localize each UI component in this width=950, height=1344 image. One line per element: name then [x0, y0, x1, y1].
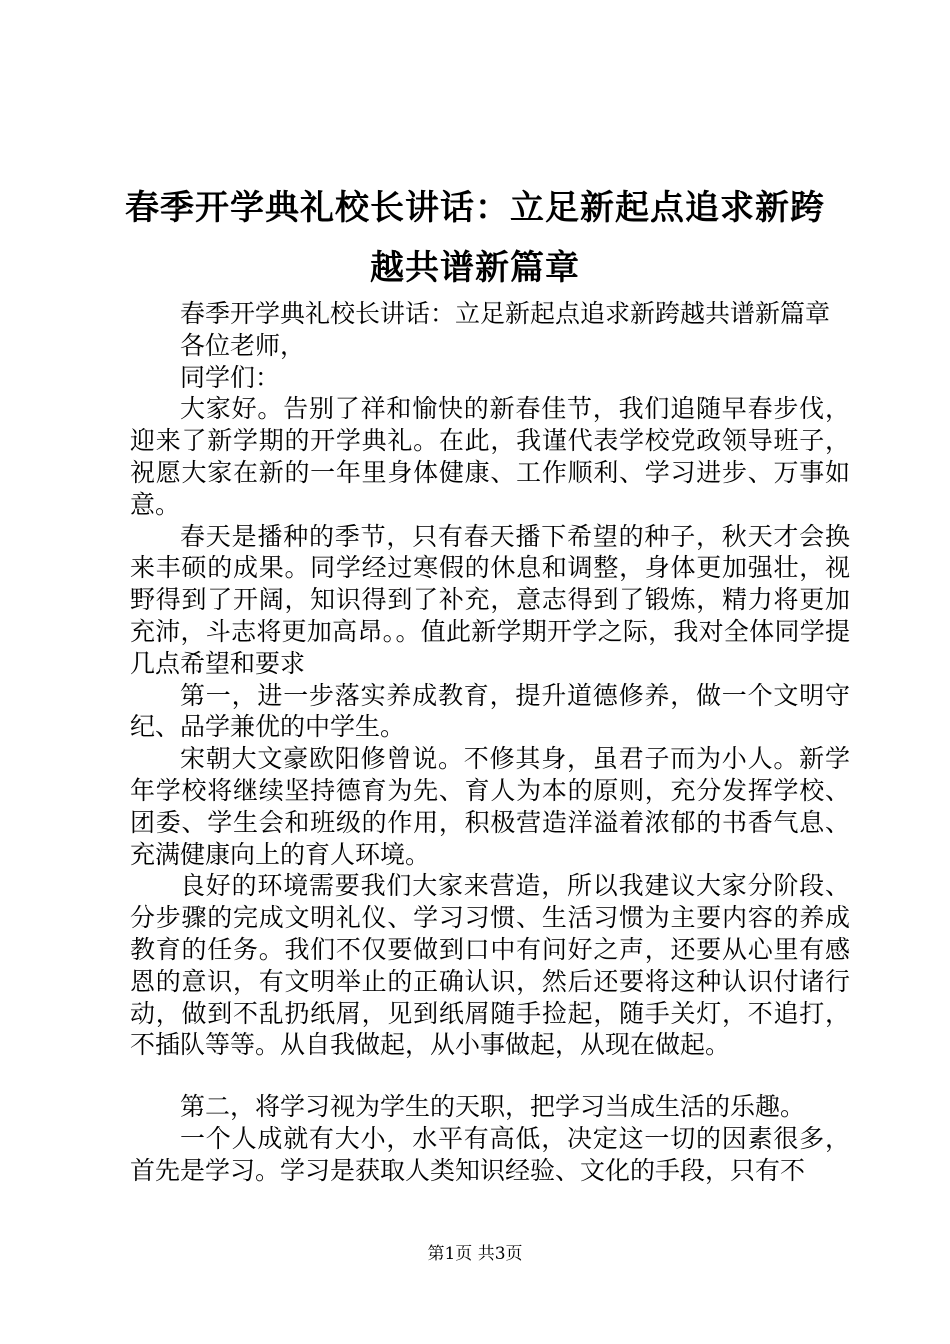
paragraph-spring: 春天是播种的季节，只有春天播下希望的种子，秋天才会换来丰硕的成果。同学经过寒假的休息和调整，身体更加强壮，视野得到了开阔，知识得到了补充，意志得到了锻炼，精力将更加充沛，斗志将更加高昂。。值此新学期开学之际，我对全体同学提几点希望和要求 — [130, 521, 850, 678]
paragraph-greeting-teachers: 各位老师， — [180, 330, 306, 360]
document-body — [130, 298, 850, 1187]
paragraph-subtitle: 春季开学典礼校长讲话：立足新起点追求新跨越共谱新篇章 — [180, 299, 831, 328]
paragraph-environment: 良好的环境需要我们大家来营造，所以我建议大家分阶段、分步骤的完成文明礼仪、学习习惯、生活习惯为主要内容的养成教育的任务。我们不仅要做到口中有问好之声，还要从心里有感恩的意识，有文明举止的正确认识，然后还要将这种认识付诸行动，做到不乱扔纸屑，见到纸屑随手捡起，随手关灯，不追打，不插队等等。从自我做起，从小事做起，从现在做起。 — [130, 871, 850, 1060]
paragraph-greeting-students: 同学们： — [180, 362, 281, 392]
paragraph-point-two: 第二，将学习视为学生的天职，把学习当成生活的乐趣。 — [180, 1092, 806, 1122]
document-title-line-2: 越共谱新篇章 — [370, 248, 580, 288]
paragraph-learning: 一个人成就有大小，水平有高低，决定这一切的因素很多，首先是学习。学习是获取人类知识经验、文化的手段，只有不 — [130, 1123, 850, 1185]
document-title-line-1: 春季开学典礼校长讲话：立足新起点追求新跨 — [125, 188, 825, 228]
page-footer: 第1页 共3页 — [427, 1244, 523, 1264]
paragraph-opening: 大家好。告别了祥和愉快的新春佳节，我们追随早春步伐，迎来了新学期的开学典礼。在此，我谨代表学校党政领导班子，祝愿大家在新的一年里身体健康、工作顺利、学习进步、万事如意。 — [130, 394, 850, 519]
paragraph-point-one: 第一，进一步落实养成教育，提升道德修养，做一个文明守纪、品学兼优的中学生。 — [130, 680, 850, 742]
paragraph-ouyang-xiu: 宋朝大文豪欧阳修曾说。不修其身，虽君子而为小人。新学年学校将继续坚持德育为先、育人为本的原则，充分发挥学校、团委、学生会和班级的作用，积极营造洋溢着浓郁的书香气息、充满健康向上的育人环境。 — [130, 744, 850, 869]
